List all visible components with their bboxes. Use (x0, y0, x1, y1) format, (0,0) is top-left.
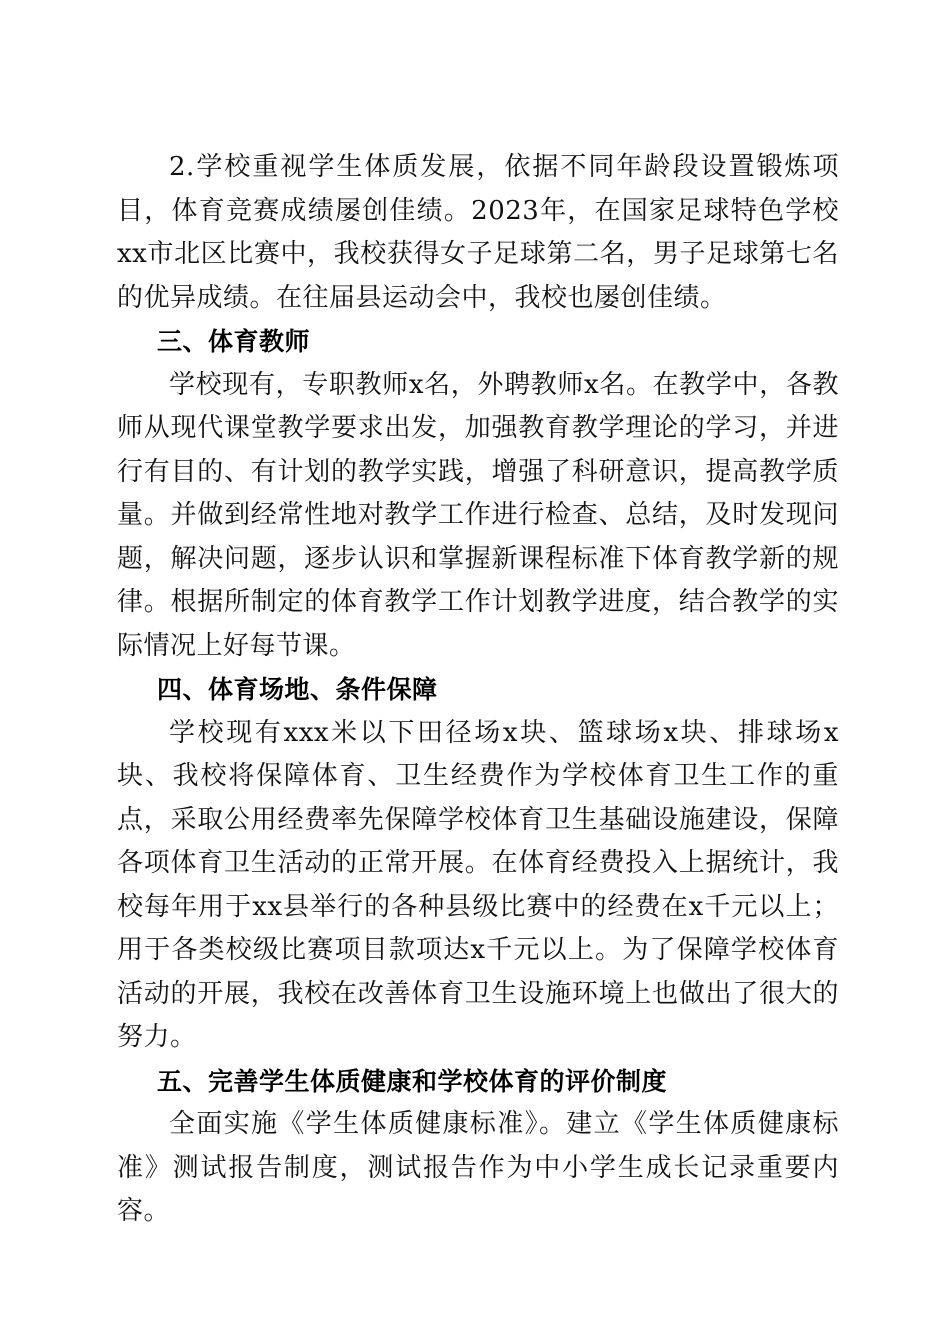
paragraph-sports-results: 2.学校重视学生体质发展，依据不同年龄段设置锻炼项目，体育竞赛成绩屡创佳绩。2023年，在国家足球特色学校xx市北区比赛中，我校获得女子足球第二名，男子足球第七名的优异成绩。在往届县运动会中，我校也屡创佳绩。 (117, 152, 839, 313)
document-body (117, 146, 839, 1234)
paragraph-evaluation: 全面实施《学生体质健康标准》。建立《学生体质健康标准》测试报告制度，测试报告作为中小学生成长记录重要内容。 (117, 1109, 839, 1226)
section-heading-facilities: 四、体育场地、条件保障 (157, 675, 438, 704)
paragraph-pe-teachers: 学校现有，专职教师x名，外聘教师x名。在教学中，各教师从现代课堂教学要求出发，加强教育教学理论的学习，并进行有目的、有计划的教学实践，增强了科研意识，提高教学质量。并做到经常性地对教学工作进行检查、总结，及时发现问题，解决问题，逐步认识和掌握新课程标准下体育教学新的规律。根据所制定的体育教学工作计划教学进度，结合教学的实际情况上好每节课。 (117, 369, 839, 661)
section-heading-pe-teachers: 三、体育教师 (157, 327, 311, 356)
paragraph-facilities: 学校现有xxx米以下田径场x块、篮球场x块、排球场x块、我校将保障体育、卫生经费作为学校体育卫生工作的重点，采取公用经费率先保障学校体育卫生基础设施建设，保障各项体育卫生活动的正常开展。在体育经费投入上据统计，我校每年用于xx县举行的各种县级比赛中的经费在x千元以上；用于各类校级比赛项目款项达x千元以上。为了保障学校体育活动的开展，我校在改善体育卫生设施环境上也做出了很大的努力。 (117, 717, 839, 1052)
section-heading-evaluation: 五、完善学生体质健康和学校体育的评价制度 (157, 1066, 668, 1096)
